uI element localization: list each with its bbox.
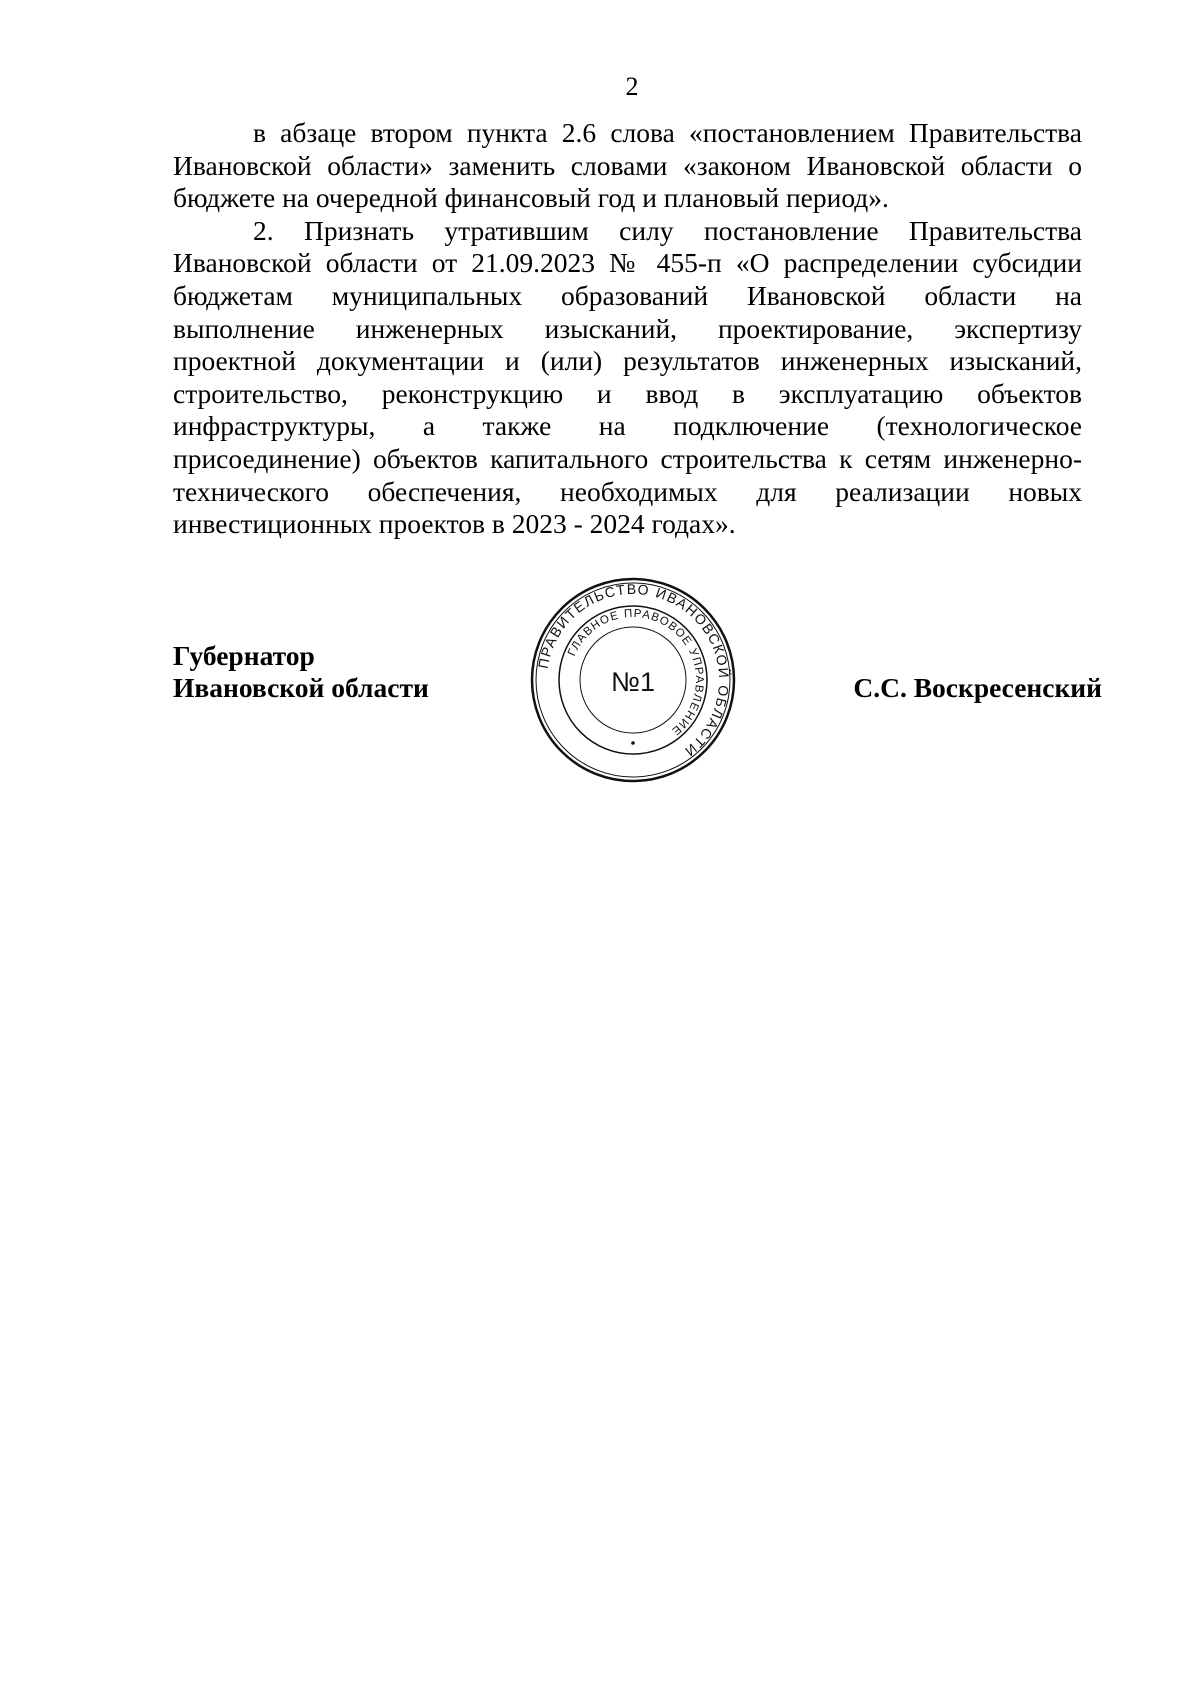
stamp-outer-text: ПРАВИТЕЛЬСТВО ИВАНОВСКОЙ ОБЛАСТИ: [534, 580, 733, 761]
text-line: выполнение инженерных изысканий, проектирование, экспертизу: [173, 312, 1082, 344]
text-line: инвестиционных проектов в 2023 - 2024 годах».: [173, 508, 736, 540]
text-line: Ивановской области от 21.09.2023 № 455-п «О распределении субсидии: [173, 247, 1082, 279]
text-line: инфраструктуры, а также на подключение (технологическое: [173, 410, 1082, 442]
text-line: технического обеспечения, необходимых для реализации новых: [173, 475, 1082, 507]
text-line: в абзаце втором пункта 2.6 слова «постановлением Правительства: [253, 117, 1082, 148]
text-line: строительство, реконструкцию и ввод в эксплуатацию объектов: [173, 377, 1082, 409]
document-body: [173, 117, 1082, 541]
signatory-position: [173, 640, 429, 704]
signatory-region: Ивановской области: [173, 672, 429, 703]
text-line: проектной документации и (или) результатов инженерных изысканий,: [173, 345, 1082, 377]
text-line: бюджете на очередной финансовый год и плановый период».: [173, 182, 889, 214]
signatory-name: С.С. Воскресенский: [853, 672, 1102, 703]
text-line: присоединение) объектов капитального строительства к сетям инженерно-: [173, 442, 1082, 474]
stamp-number: №1: [611, 667, 655, 697]
signatory-title: Губернатор: [173, 640, 315, 671]
paragraph-amendment: [173, 117, 1082, 215]
official-seal-stamp: [528, 575, 738, 785]
paragraph-repeal: [173, 215, 1082, 541]
page-number: 2: [625, 72, 639, 101]
text-line: Ивановской области» заменить словами «законом Ивановской области о: [173, 149, 1082, 181]
text-line: 2. Признать утратившим силу постановление Правительства: [253, 214, 1082, 246]
text-line: бюджетам муниципальных образований Ивановской области на: [173, 279, 1082, 311]
stamp-inner-text: ГЛАВНОЕ ПРАВОВОЕ УПРАВЛЕНИЕ: [566, 607, 706, 738]
